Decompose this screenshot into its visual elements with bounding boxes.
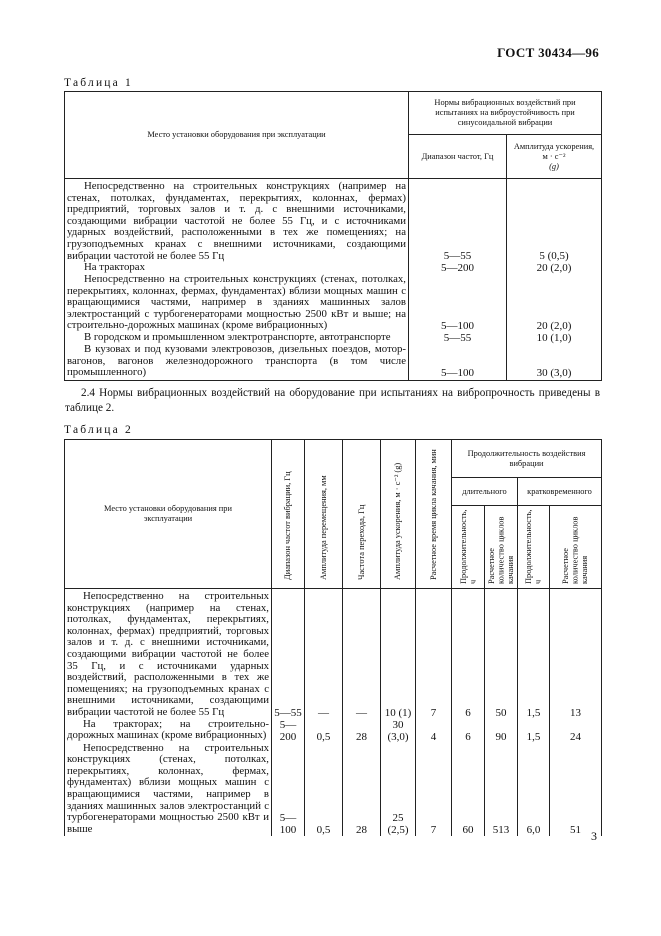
table2-col-long-cycles	[485, 506, 518, 589]
table2-cell: 25 (2,5)	[381, 743, 416, 836]
table1-row-text: В городском и промышленном электротранспорте, автотранспорте	[84, 331, 391, 343]
table1-amp: 5 (0,5)	[539, 250, 569, 263]
table2-col-cycles-label: Расчетное количество циклов качания	[561, 516, 590, 584]
table2-row	[65, 743, 272, 836]
table1-col-place: Место установки оборудования при эксплуатации	[65, 92, 409, 179]
table2-row-text: Непосредственно на строительных конструкциях (например на стенах, потолках, фундаментах, перекрытиях, колоннах, фермах) предприятий, торговых залов и т. д. с внешними источниками, создающими вибрации частотой не более 35 Гц, и с источниками ударных воздействий, расположенными в тех же помещениях; на грузоподъемных кранах с внешними источниками, создающими вибрации частотой не более 55 Гц	[67, 590, 269, 718]
table1-text-col	[65, 179, 409, 381]
table2-cell: 6	[452, 589, 485, 719]
table2-col-short-dur	[518, 506, 550, 589]
table2-row-text: На тракторах; на строительно-дорожных машинах (кроме вибрационных)	[67, 717, 269, 742]
table2-cell: 4	[416, 719, 452, 743]
table2-cell: 5—55	[272, 589, 305, 719]
table1-freq: 5—200	[441, 262, 474, 274]
table1-caption: Таблица 1	[64, 77, 133, 89]
table2-cell: 6,0	[518, 743, 550, 836]
table2-cell: 28	[343, 719, 381, 743]
table2-col-short-cycles	[550, 506, 602, 589]
table2-cell: 28	[343, 743, 381, 836]
table2-col-acc-label: Амплитуда ускорения, м · с⁻² (g)	[393, 462, 403, 580]
table2-row	[65, 589, 272, 719]
table2-cell: 5—200	[272, 719, 305, 743]
table2-cell: 6	[452, 719, 485, 743]
table2-col-cycle-label: Расчетное время цикла качания, мин	[428, 449, 438, 580]
table2-cell: 7	[416, 589, 452, 719]
table2-cell: 0,5	[305, 719, 343, 743]
paragraph-2-4: 2.4 Нормы вибрационных воздействий на оборудование при испытаниях на вибропрочность приведены в таблице 2.	[65, 387, 600, 414]
table2-cell: 60	[452, 743, 485, 836]
table2-cell: 13	[550, 589, 602, 719]
table1	[64, 91, 602, 381]
table1-col-group: Нормы вибрационных воздействий при испытаниях на виброустойчивость при синусоидальной вибрации	[409, 92, 602, 135]
table2-cell: 7	[416, 743, 452, 836]
table2-col-acc	[381, 440, 416, 589]
table1-row-text: На тракторах	[84, 261, 145, 273]
table2-col-group: Продолжительность воздействия вибрации	[452, 440, 602, 478]
page-number: 3	[591, 829, 597, 843]
table2-row-text: Непосредственно на строительных конструкциях (стенах, потолках, перекрытиях, колоннах, фермах, фундаментах) вблизи мощных машин с вращающимися частями, например в зданиях машинных залов электростанций с турбогенераторами мощностью 2500 кВт и выше	[67, 741, 269, 835]
table2-col-place	[65, 440, 272, 589]
table2-cell: 513	[485, 743, 518, 836]
table2-col-long-dur	[452, 506, 485, 589]
table1-amp-col	[507, 179, 602, 381]
table2-col-dur-label: Продолжительность, ч	[458, 508, 477, 584]
table2-col-place-label: Место установки оборудования при эксплуатации	[104, 504, 232, 523]
table2-col-cross	[343, 440, 381, 589]
table2-col-freq-label: Диапазон частот вибрации, Гц	[283, 471, 293, 580]
table2-cell: 10 (1)	[381, 589, 416, 719]
table2-cell: 50	[485, 589, 518, 719]
table2-cell: 5—100	[272, 743, 305, 836]
table2-col-long: длительного	[452, 478, 518, 506]
table1-col-amp-g: (g)	[549, 161, 559, 171]
table1-freq: 5—100	[441, 320, 474, 333]
table2-caption: Таблица 2	[64, 424, 133, 436]
table2-cell: 1,5	[518, 719, 550, 743]
table2-cell: 51	[550, 743, 602, 836]
table1-col-amp	[507, 135, 602, 179]
table1-freq: 5—100	[441, 367, 474, 380]
table1-amp: 20 (2,0)	[536, 262, 572, 274]
table1-freq: 5—55	[443, 332, 472, 344]
table1-row-text: В кузовах и под кузовами электровозов, дизельных поездов, мотор-вагонов, вагонов железнодорожного транспорта (в том числе промышленного)	[67, 343, 406, 379]
table2-col-dur-label: Продолжительность, ч	[524, 508, 543, 584]
table2-cell: 24	[550, 719, 602, 743]
table2	[64, 439, 602, 836]
table2-cell: 1,5	[518, 589, 550, 719]
table2-cell: 0,5	[305, 743, 343, 836]
table2-col-cross-label: Частота перехода, Гц	[356, 504, 366, 580]
table1-row-text: Непосредственно на строительных конструкциях (стенах, потолках, перекрытиях, колоннах, фермах, фундаментах) вблизи мощных машин с вращающимися частями, например в зданиях машинных залов электростанций с турбогенераторами мощностью 2500 кВт и выше; на строительно-дорожных машинах (кроме вибрационных)	[67, 273, 406, 332]
table2-cell: —	[305, 589, 343, 719]
table2-col-disp-label: Амплитуда перемещения, мм	[318, 475, 328, 580]
table1-amp: 30 (3,0)	[536, 367, 572, 380]
table2-row	[65, 719, 272, 743]
table1-col-amp-label: Амплитуда ускорения, м · с⁻²	[513, 141, 595, 161]
table1-amp: 20 (2,0)	[536, 320, 572, 333]
table2-col-short: кратковременного	[518, 478, 602, 506]
table2-col-freq	[272, 440, 305, 589]
table1-freq: 5—55	[443, 250, 472, 263]
table2-cell: 30 (3,0)	[381, 719, 416, 743]
table1-freq-col	[409, 179, 507, 381]
table1-col-freq: Диапазон частот, Гц	[409, 135, 507, 179]
table2-col-cycles-label: Расчетное количество циклов качания	[486, 516, 515, 584]
table2-col-disp	[305, 440, 343, 589]
table2-cell: 90	[485, 719, 518, 743]
table1-row-text: Непосредственно на строительных конструкциях (например на стенах, потолках, фундаментах, перекрытиях, колоннах, фермах) предприятий, торговых залов и т. д. с внешними источниками, создающими вибрации частотой не более 55 Гц, и с источниками ударных воздействий, расположенными в тех же помещениях; на грузоподъемных кранах с внешними источниками, создающими вибрации частотой не более 55 Гц	[67, 180, 406, 262]
table1-amp: 10 (1,0)	[536, 332, 572, 344]
table2-cell: —	[343, 589, 381, 719]
standard-header: ГОСТ 30434—96	[497, 45, 599, 60]
table2-col-cycle	[416, 440, 452, 589]
